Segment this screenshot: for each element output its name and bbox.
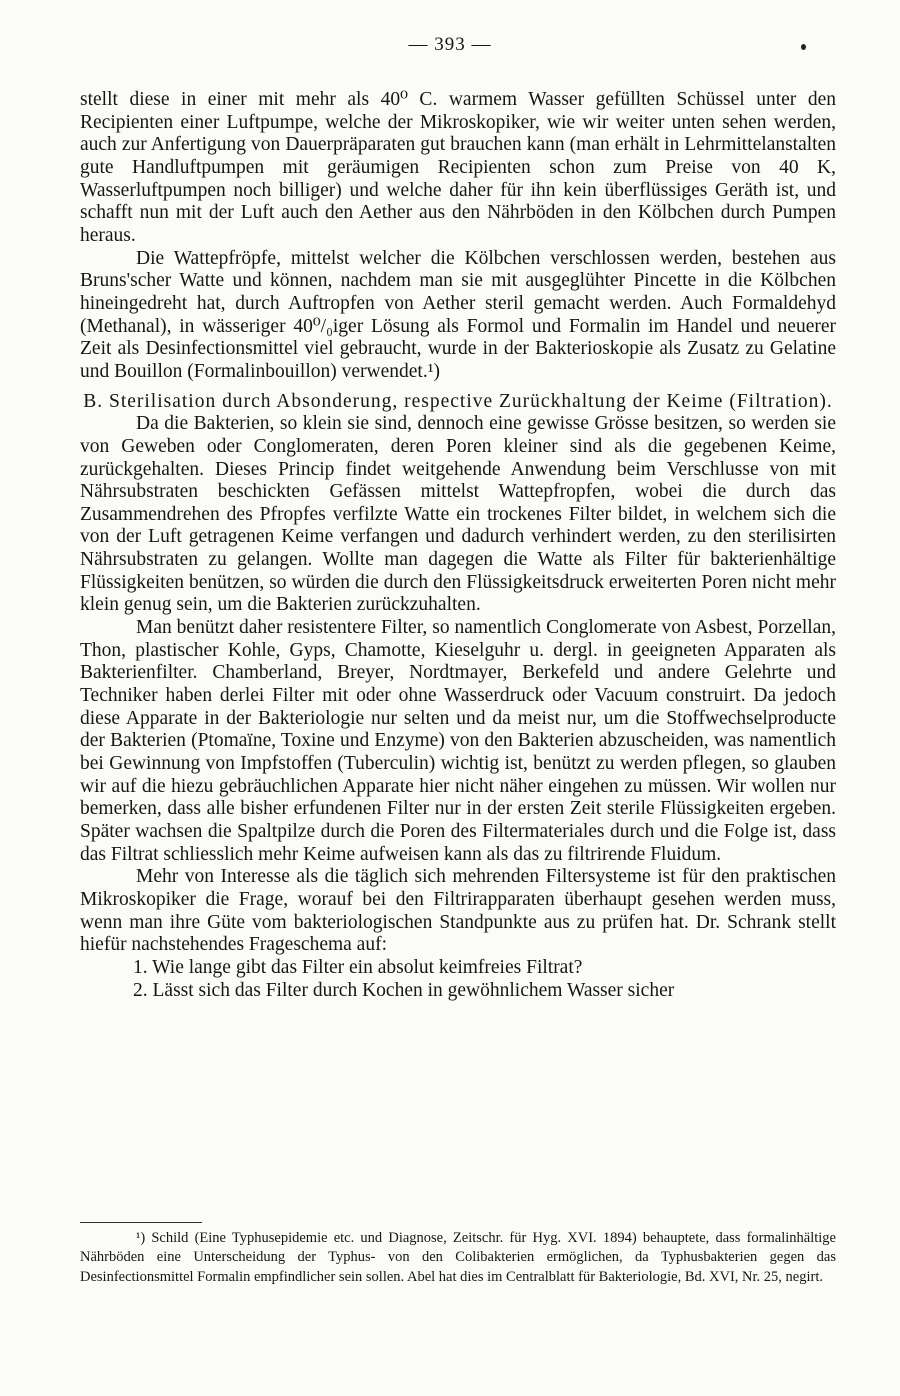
body-text (80, 89, 836, 1002)
footnote-text: ¹) Schild (Eine Typhusepidemie etc. und Diagnose, Zeitschr. für Hyg. XVI. 1894) behauptete, dass formalinhältige Nährböden eine Unterscheidung der Typhus- von den Colibakterien ermöglichen, da Typhusbakterien gegen das Desinfectionsmittel Formalin empfindlicher sein sollen. Abel hat dies im Centralblatt für Bakteriologie, Bd. XVI, Nr. 25, negirt. (80, 1230, 836, 1285)
section-heading: B. Sterilisation durch Absonderung, respective Zurückhaltung der Keime (Filtration). (83, 390, 833, 412)
paragraph-frageschema: Mehr von Interesse als die täglich sich mehrenden Filtersysteme ist für den praktischen Mikroskopiker die Frage, worauf bei den Filtrirapparaten überhaupt gesehen werden muss, wenn man ihre Güte vom bakteriologischen Standpunkte aus zu prüfen hat. Dr. Schrank stellt hiefür nachstehendes Frageschema auf: (80, 866, 836, 956)
page-corner-mark (801, 44, 806, 50)
paragraph-filter-types: Man benützt daher resistentere Filter, so namentlich Conglomerate von Asbest, Porzellan, Thon, plastischer Kohle, Gyps, Chamotte, Kieselguhr u. dergl. in geeigneten Apparaten als Bakterienfilter. Chamberland, Breyer, Nordtmayer, Berkefeld und andere Gelehrte und Techniker haben derlei Filter mit oder ohne Wasserdruck oder Vacuum construirt. Da jedoch diese Apparate in der Bakteriologie nur selten und da meist nur, um die Stoffwechselproducte der Bakterien (Ptomaïne, Toxine und Enzyme) von den Bakterien abzuscheiden, was namentlich bei Gewinnung von Impfstoffen (Tuberculin) wichtig ist, benützt zu werden pflegen, so glauben wir auf die hiezu gebräuchlichen Apparate hier nicht näher eingehen zu müssen. Wir wollen nur bemerken, dass alle bisher erfundenen Filter nur in der ersten Zeit sterile Flüssigkeiten ergeben. Später wachsen die Spaltpilze durch die Poren des Filtermateriales durch und die Folge ist, dass das Filtrat schliesslich mehr Keime aufweisen kann als das zu filtrirende Fluidum. (80, 617, 836, 865)
footnote (80, 1229, 836, 1287)
paragraph-continuation: stellt diese in einer mit mehr als 40⁰ C. warmem Wasser gefüllten Schüssel unter den Recipienten einer Luftpumpe, welche der Mikroskopiker, wie wir weiter unten sehen werden, auch zur Anfertigung von Dauerpräparaten gut brauchen kann (man erhält in Lehrmittelanstalten gute Handluftpumpen mit geräumigen Recipienten schon zum Preise von 40 K, Wasserluftpumpen noch billiger) und welche daher für ihn kein überflüssiges Geräth ist, und schafft nun mit der Luft auch den Aether aus den Nährböden in den Kölbchen durch Pumpen heraus. (80, 89, 836, 246)
paragraph-wattepfroepfe: Die Wattepfröpfe, mittelst welcher die Kölbchen verschlossen werden, bestehen aus Bruns'scher Watte und können, nachdem man sie mit ausgeglühter Pincette in die Kölbchen hineingedreht hat, durch Auftropfen von Aether steril gemacht werden. Auch Formaldehyd (Methanal), in wässeriger 40⁰/₀iger Lösung als Formol und Formalin im Handel und neuerer Zeit als Desinfectionsmittel viel gebraucht, wurde in der Bakterioskopie als Zusatz zu Gelatine und Bouillon (Formalinbouillon) verwendet.¹) (80, 247, 836, 382)
list-item-2: 2. Lässt sich das Filter durch Kochen in gewöhnlichem Wasser sicher (133, 979, 675, 1001)
paragraph-filtration-intro: Da die Bakterien, so klein sie sind, dennoch eine gewisse Grösse besitzen, so werden sie von Geweben oder Conglomeraten, deren Poren kleiner sind als die gegebenen Keime, zurückgehalten. Dieses Princip findet weitgehende Anwendung beim Verschlusse von mit Nährsubstraten beschickten Gefässen mittelst Wattepfropfen, wobei die durch das Zusammendrehen des Pfropfes verfilzte Watte ein trockenes Filter bildet, in welchem sich die von der Luft getragenen Keime verfangen und dadurch verhindert werden, zu den sterilisirten Nährsubstraten zu gelangen. Wollte man dagegen die Watte als Filter für bakterienhältige Flüssigkeiten benützen, so würden die durch den Flüssigkeitsdruck erweiterten Poren nicht mehr klein genug sein, um die Bakterien zurückzuhalten. (80, 413, 836, 616)
footnote-separator (80, 1222, 202, 1223)
page-number: — 393 — (408, 34, 492, 55)
list-item-1: 1. Wie lange gibt das Filter ein absolut keimfreies Filtrat? (133, 956, 583, 978)
